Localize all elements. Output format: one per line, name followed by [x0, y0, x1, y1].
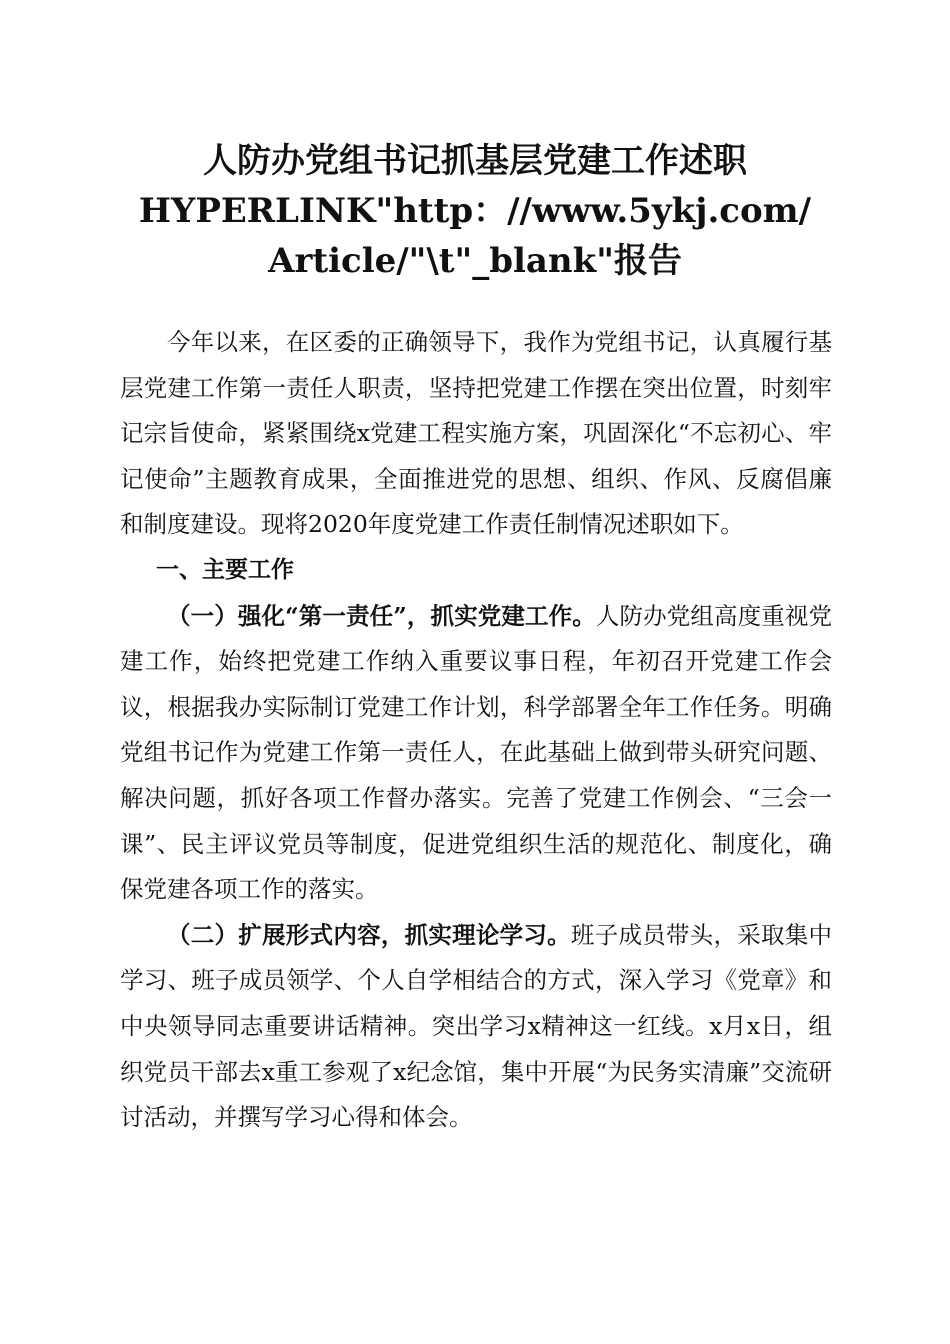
document-body: [120, 320, 832, 1141]
item-2-text: 班子成员带头，采取集中学习、班子成员领学、个人自学相结合的方式，深入学习《党章》和中央领导同志重要讲话精神。突出学习x精神这一红线。x月x日，组织党员干部去x重工参观了x纪念馆，集中开展“为民务实清廉”交流研讨活动，并撰写学习心得和体会。: [120, 920, 833, 1132]
title-line-3: Article/"\t"_blank"报告: [268, 241, 682, 281]
intro-paragraph: 今年以来，在区委的正确领导下，我作为党组书记，认真履行基层党建工作第一责任人职责，坚持把党建工作摆在突出位置，时刻牢记宗旨使命，紧紧围绕x党建工程实施方案，巩固深化“不忘初心、牢记使命”主题教育成果，全面推进党的思想、组织、作风、反腐倡廉和制度建设。现将2020年度党建工作责任制情况述职如下。: [120, 328, 832, 539]
title-line-2: HYPERLINK"http：//www.5ykj.com/: [138, 191, 812, 231]
item-1-text: 人防办党组高度重视党建工作，始终把党建工作纳入重要议事日程，年初召开党建工作会议，根据我办实际制订党建工作计划，科学部署全年工作任务。明确党组书记作为党建工作第一责任人，在此基础上做到带头研究问题、解决问题，抓好各项工作督办落实。完善了党建工作例会、“三会一课”、民主评议党员等制度，促进党组织生活的规范化、制度化，确保党建各项工作的落实。: [120, 601, 833, 904]
item-2-paragraph: [120, 913, 832, 1141]
title-line-1: 人防办党组书记抓基层党建工作述职: [203, 141, 747, 181]
item-1-lead: （一）强化“第一责任”，抓实党建工作。: [167, 601, 596, 630]
section-heading: 一、主要工作: [156, 556, 294, 583]
item-2-lead: （二）扩展形式内容，抓实理论学习。: [167, 920, 571, 949]
document-title: [60, 136, 890, 286]
item-1-paragraph: [120, 594, 832, 913]
